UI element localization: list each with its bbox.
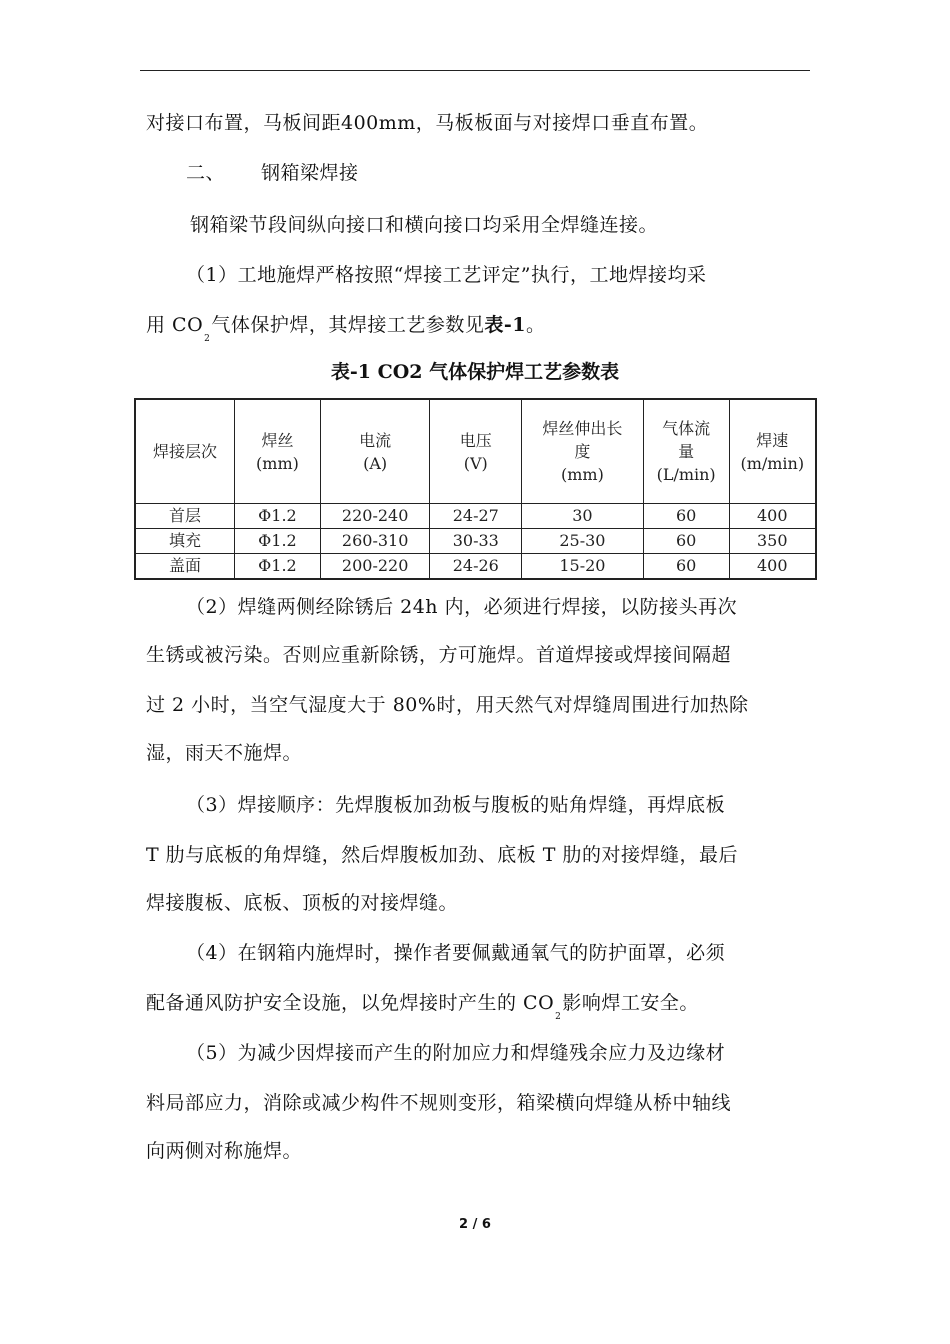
item4-text-a: 配备通风防护安全设施，以免焊接时产生的 CO: [146, 992, 555, 1014]
item2-line4: 湿，雨天不施焊。: [146, 742, 303, 764]
table-cell: 60: [643, 554, 729, 580]
item1-text-a: 用 CO: [146, 314, 204, 336]
header-cell: 电压 (V): [430, 399, 522, 504]
table-cell: 220-240: [320, 504, 430, 529]
table-header-row: [135, 399, 816, 504]
section-number: 二、: [186, 162, 226, 184]
table-cell: 60: [643, 504, 729, 529]
table-cell: 30-33: [430, 529, 522, 554]
table-cell: 24-26: [430, 554, 522, 580]
intro-paragraph: 钢箱梁节段间纵向接口和横向接口均采用全焊缝连接。: [190, 214, 659, 236]
header-cell: 焊速 (m/min): [729, 399, 816, 504]
header-cell: 焊丝 (mm): [235, 399, 321, 504]
table-cell: Φ1.2: [235, 504, 321, 529]
item5-line1: （5）为减少因焊接而产生的附加应力和焊缝残余应力及边缘材: [186, 1042, 726, 1064]
item5-line3: 向两侧对称施焊。: [146, 1140, 303, 1162]
page-number: 2 / 6: [459, 1217, 491, 1232]
section-title: 钢箱梁焊接: [261, 162, 359, 184]
item5-line2: 料局部应力，消除或减少构件不规则变形，箱梁横向焊缝从桥中轴线: [146, 1092, 732, 1114]
header-cell: 焊接层次: [135, 399, 235, 504]
table-cell: 25-30: [522, 529, 644, 554]
table-cell: 260-310: [320, 529, 430, 554]
item4-line2: [146, 988, 699, 1022]
table-reference: 表-1: [484, 314, 527, 336]
item1-line2: [146, 310, 546, 344]
item3-line2: T 肋与底板的角焊缝，然后焊腹板加劲、底板 T 肋的对接焊缝，最后: [146, 844, 738, 866]
item1-text-end: 。: [526, 314, 546, 336]
paragraph-continuation: 对接口布置，马板间距400mm，马板板面与对接焊口垂直布置。: [146, 112, 709, 134]
table-row: [135, 529, 816, 554]
table-cell: 30: [522, 504, 644, 529]
item1-line1: （1）工地施焊严格按照“焊接工艺评定”执行，工地焊接均采: [186, 264, 707, 286]
table-cell: 60: [643, 529, 729, 554]
table-cell: 首层: [135, 504, 235, 529]
item4-line1: （4）在钢箱内施焊时，操作者要佩戴通氧气的防护面罩，必须: [186, 942, 726, 964]
item1-text-b: 气体保护焊，其焊接工艺参数见: [211, 314, 485, 336]
header-cell: 电流 (A): [320, 399, 430, 504]
table-cell: 200-220: [320, 554, 430, 580]
table-cell: 24-27: [430, 504, 522, 529]
item2-line1: （2）焊缝两侧经除锈后 24h 内，必须进行焊接，以防接头再次: [186, 596, 738, 618]
welding-parameters-table: [134, 398, 817, 580]
header-cell: 焊丝伸出长 度 (mm): [522, 399, 644, 504]
table-cell: Φ1.2: [235, 554, 321, 580]
item3-line3: 焊接腹板、底板、顶板的对接焊缝。: [146, 892, 459, 914]
item3-line1: （3）焊接顺序：先焊腹板加劲板与腹板的贴角焊缝，再焊底板: [186, 794, 726, 816]
header-cell: 气体流 量 (L/min): [643, 399, 729, 504]
subscript: 2: [555, 1012, 562, 1022]
table-cell: 400: [729, 504, 816, 529]
table-cell: 盖面: [135, 554, 235, 580]
item2-line3: 过 2 小时，当空气湿度大于 80%时，用天然气对焊缝周围进行加热除: [146, 694, 749, 716]
table-cell: 350: [729, 529, 816, 554]
section-heading: [186, 158, 359, 185]
item4-text-b: 影响焊工安全。: [562, 992, 699, 1014]
item2-line2: 生锈或被污染。否则应重新除锈，方可施焊。首道焊接或焊接间隔超: [146, 644, 732, 666]
table-caption: 表-1 CO2 气体保护焊工艺参数表: [330, 361, 620, 383]
table-row: [135, 504, 816, 529]
table-cell: 填充: [135, 529, 235, 554]
table-cell: 400: [729, 554, 816, 580]
table-row: [135, 554, 816, 580]
table-cell: Φ1.2: [235, 529, 321, 554]
subscript: 2: [204, 334, 211, 344]
table-cell: 15-20: [522, 554, 644, 580]
header-rule: [140, 70, 810, 71]
